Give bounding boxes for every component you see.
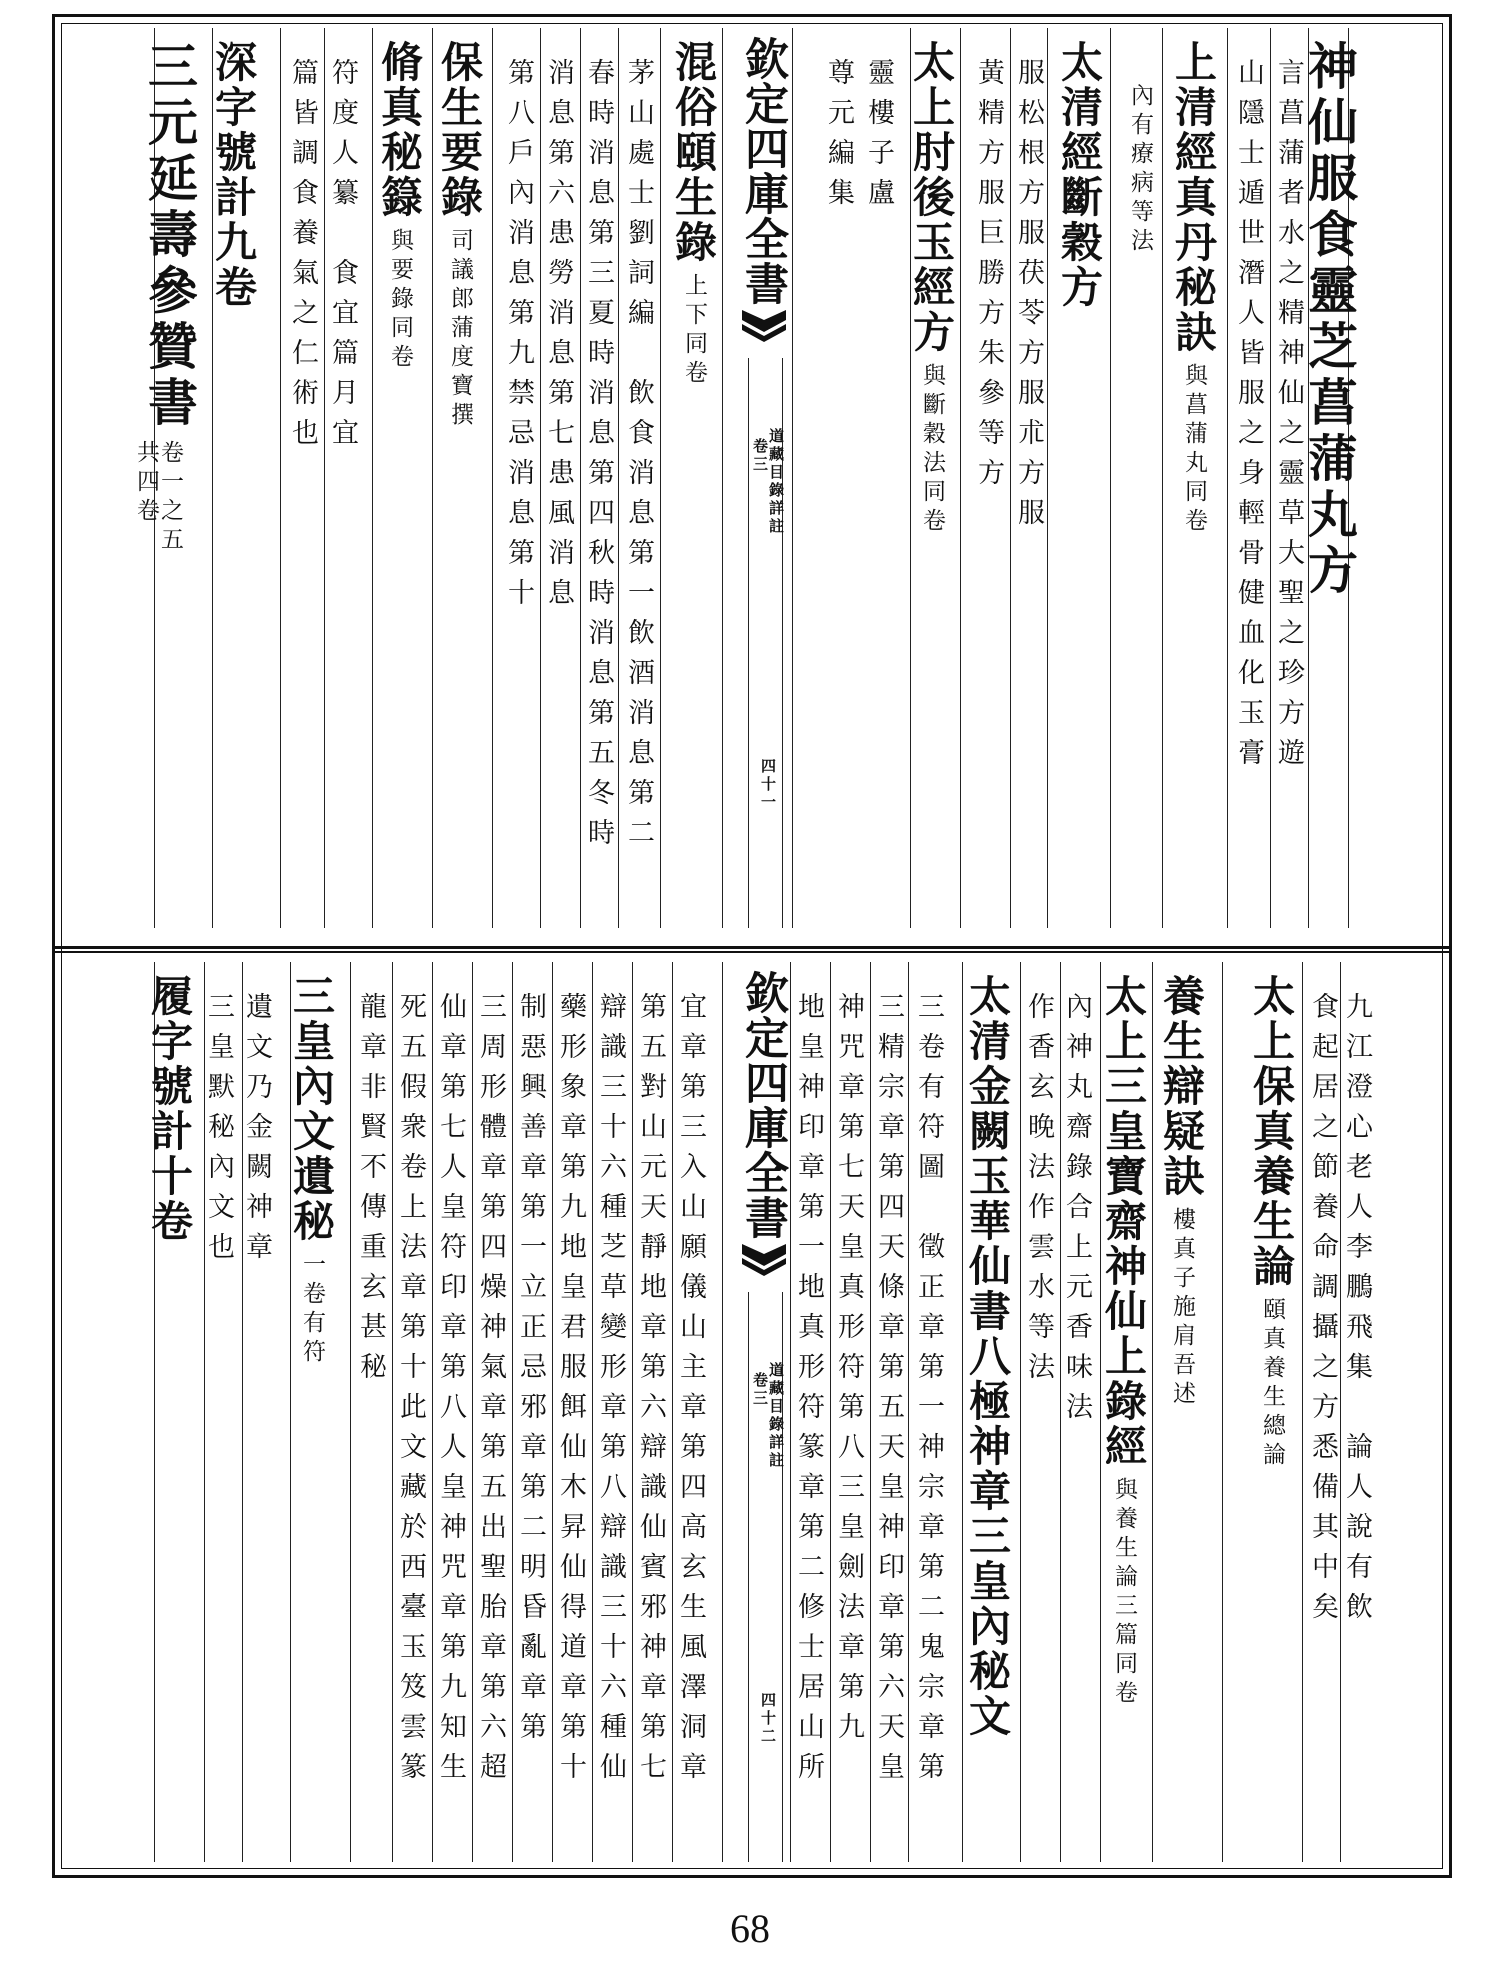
column-rule	[1010, 28, 1011, 928]
text-column: 食起居之節養命調攝之方悉備其中矣	[1307, 992, 1338, 1632]
text-column: 神咒章第七天皇真形符第八三皇劍法章第九	[833, 992, 864, 1752]
text-column: 三周形體章第四燥神氣章第五出聖胎章第六超	[475, 992, 506, 1792]
text-column: 三卷有符圖 徵正章第一神宗章第二鬼宗章第	[913, 992, 944, 1792]
entry-title: 混俗頤生錄	[669, 40, 718, 265]
spine-subtitle: 道藏目錄詳註	[767, 428, 785, 536]
column-rule	[472, 962, 473, 1862]
column-rule	[1222, 962, 1223, 1862]
entry-title: 上清經真丹秘訣	[1169, 40, 1218, 355]
text-column: 篇皆調食養氣之仁術也	[287, 58, 318, 458]
column-rule	[540, 28, 541, 928]
column-rule	[1270, 28, 1271, 928]
column-rule	[1162, 28, 1163, 928]
entry-note: 卷一之五	[157, 440, 183, 556]
text-column: 死五假衆卷上法章第十此文藏於西臺玉笈雲篆	[395, 992, 426, 1792]
entry-title: 履字號計十卷	[145, 974, 194, 1244]
entry-title: 保生要錄	[435, 40, 484, 220]
entry-title: 三元延壽參贊書	[140, 40, 199, 432]
spine-title: 欽定四庫全書	[737, 36, 788, 306]
column-rule	[280, 28, 281, 928]
column-rule	[552, 962, 553, 1862]
column-rule	[618, 28, 619, 928]
spine-juan: 卷三	[751, 1372, 769, 1408]
text-column: 龍章非賢不傳重玄甚秘	[355, 992, 386, 1392]
text-column: 遺文乃金闕神章	[241, 992, 272, 1272]
entry-title: 脩真秘籙	[375, 40, 424, 220]
text-column: 服松根方服茯苓方服朮方服	[1013, 58, 1044, 538]
entry-title: 太上保真養生論	[1247, 974, 1296, 1289]
spine-column	[737, 962, 788, 1862]
column-rule	[392, 962, 393, 1862]
entry-title: 深字號計九卷	[209, 40, 258, 310]
entry-title: 太上三皇寶齋神仙上錄經	[1099, 974, 1148, 1469]
entry-note: 樓真子施肩吾述	[1169, 1207, 1195, 1410]
text-column: 符度人纂 食宜篇月宜	[327, 58, 358, 458]
page-number: 68	[730, 1906, 770, 1951]
fish-tail-icon	[742, 1244, 786, 1278]
text-column: 三精宗章第四天條章第五天皇神印章第六天皇	[873, 992, 904, 1792]
entry-title: 養生辯疑訣	[1157, 974, 1206, 1199]
column-rule	[632, 962, 633, 1862]
column-rule	[432, 962, 433, 1862]
column-rule	[908, 962, 909, 1862]
text-column: 制惡興善章第一立正忌邪章第二明昏亂章第	[515, 992, 546, 1752]
column-rule	[1302, 962, 1303, 1862]
column-rule	[1227, 28, 1228, 928]
column-rule	[672, 962, 673, 1862]
text-column: 茅山處士劉詞編 飲食消息第一飲酒消息第二	[623, 58, 654, 858]
text-column: 藥形象章第九地皇君服餌仙木昇仙得道章第十	[555, 992, 586, 1792]
text-column: 地皇神印章第一地真形符篆章第二修士居山所	[793, 992, 824, 1792]
bottom-panel	[62, 962, 1442, 1867]
top-panel	[62, 28, 1442, 933]
column-rule	[1152, 962, 1153, 1862]
entry-title: 太清金闕玉華仙書八極神章三皇內秘文	[963, 974, 1012, 1739]
column-rule	[372, 28, 373, 928]
entry-title: 神仙服食靈芝菖蒲丸方	[1300, 40, 1359, 600]
entry-title: 三皇內文遺秘	[287, 974, 336, 1244]
entry-note: 上下同卷	[681, 273, 707, 389]
text-column: 辯識三十六種芝草變形章第八辯識三十六種仙	[595, 992, 626, 1792]
column-rule	[1020, 962, 1021, 1862]
spine-title: 欽定四庫全書	[737, 970, 788, 1240]
column-rule	[830, 962, 831, 1862]
column-rule	[1110, 28, 1111, 928]
spine-subtitle: 道藏目錄詳註	[767, 1362, 785, 1470]
column-rule	[790, 962, 791, 1862]
text-column: 九江澄心老人李鵬飛集 論人說有飲	[1341, 992, 1372, 1632]
text-column: 第八戶內消息第九禁忌消息第十	[503, 58, 534, 618]
column-rule	[512, 962, 513, 1862]
text-column: 言菖蒲者水之精神仙之靈草大聖之珍方遊	[1273, 58, 1304, 778]
spine-column	[737, 28, 788, 928]
column-rule	[870, 962, 871, 1862]
column-rule	[1047, 28, 1048, 928]
entry-note: 一卷有符	[299, 1252, 325, 1368]
spine-page-number: 四十一	[759, 758, 777, 812]
column-rule	[660, 28, 661, 928]
text-column: 春時消息第三夏時消息第四秋時消息第五冬時	[583, 58, 614, 858]
text-column: 宜章第三入山願儀山主章第四高玄生風澤洞章	[675, 992, 706, 1792]
entry-note: 頤真養生總論	[1259, 1297, 1285, 1471]
text-column: 黃精方服巨勝方朱參等方	[973, 58, 1004, 498]
entry-note: 與菖蒲丸同卷	[1181, 363, 1207, 537]
column-rule	[792, 28, 793, 928]
text-column: 靈樓子盧	[863, 58, 894, 218]
entry-note: 共四卷	[133, 440, 159, 527]
spine-juan: 卷三	[751, 438, 769, 474]
page-divider	[52, 946, 1452, 953]
note-column: 內有療病等法	[1127, 83, 1153, 257]
column-rule	[592, 962, 593, 1862]
entry-note: 司議郎蒲度寶撰	[447, 228, 473, 431]
column-rule	[722, 962, 723, 1862]
text-column: 仙章第七人皇符印章第八人皇神咒章第九知生	[435, 992, 466, 1792]
entry-note: 與斷穀法同卷	[919, 363, 945, 537]
entry-title: 太清經斷穀方	[1055, 40, 1104, 310]
column-rule	[350, 962, 351, 1862]
entry-note: 與要錄同卷	[387, 228, 413, 373]
spine-page-number: 四十二	[759, 1692, 777, 1746]
text-column: 三皇默秘內文也	[203, 992, 234, 1272]
column-rule	[492, 28, 493, 928]
column-rule	[722, 28, 723, 928]
text-column: 消息第六患勞消息第七患風消息	[543, 58, 574, 618]
fish-tail-icon	[742, 310, 786, 344]
text-column: 尊元編集	[823, 58, 854, 218]
text-column: 作香玄晚法作雲水等法	[1023, 992, 1054, 1392]
text-column: 內神丸齋錄合上元香味法	[1061, 992, 1092, 1432]
entry-title: 太上肘後玉經方	[907, 40, 956, 355]
column-rule	[432, 28, 433, 928]
text-column: 山隱士遁世潛人皆服之身輕骨健血化玉膏	[1233, 58, 1264, 778]
entry-note: 與養生論三篇同卷	[1111, 1477, 1137, 1709]
text-column: 第五對山元天靜地章第六辯識仙賓邪神章第七	[635, 992, 666, 1792]
column-rule	[580, 28, 581, 928]
column-rule	[960, 28, 961, 928]
column-rule	[324, 28, 325, 928]
